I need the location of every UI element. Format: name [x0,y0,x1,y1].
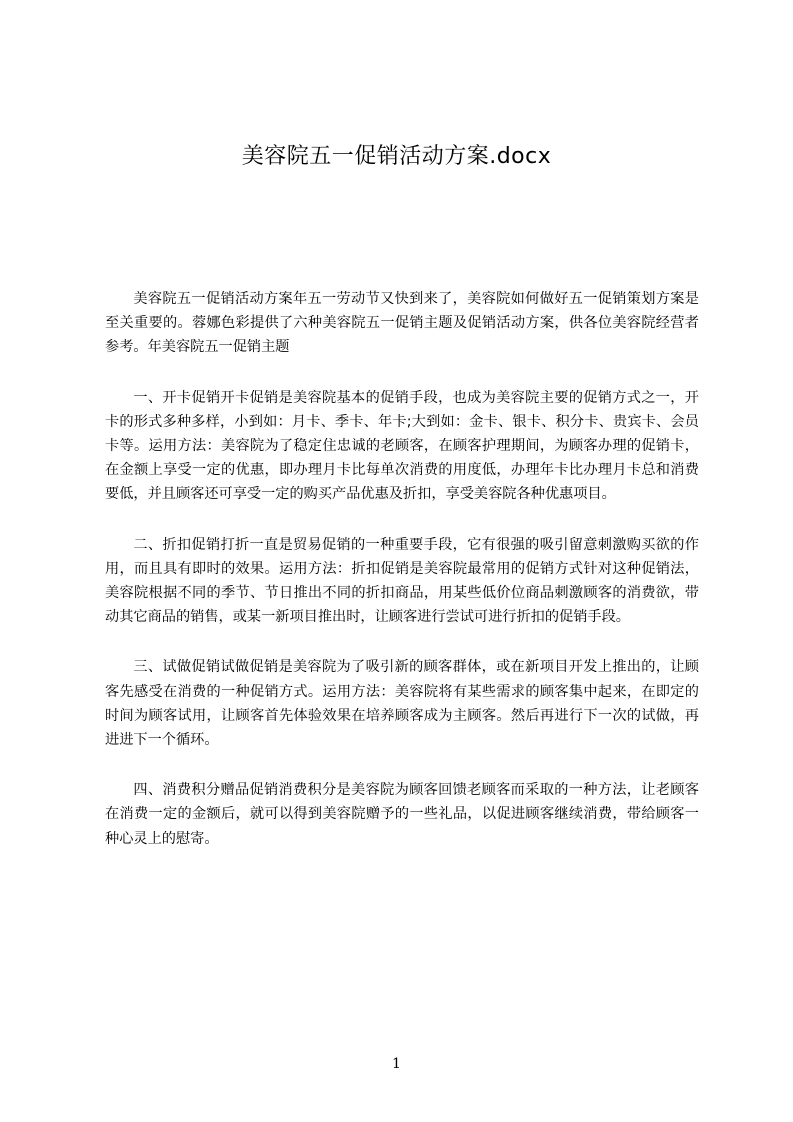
section-discount-promotion: 二、折扣促销打折一直是贸易促销的一种重要手段，它有很强的吸引留意刺激购买欲的作用，而且具有即时的效果。运用方法：折扣促销是美容院最常用的促销方式针对这种促销法，美容院根据不同的季节、节日推出不同的折扣商品，用某些低价位商品刺激顾客的消费欲，带动其它商品的销售，或某一新项目推出时，让顾客进行尝试可进行折扣的促销手段。 [105,536,699,626]
document-title: 美容院五一促销活动方案.docx [241,144,552,169]
section-card-promotion: 一、开卡促销开卡促销是美容院基本的促销手段，也成为美容院主要的促销方式之一，开卡的形式多种多样，小到如：月卡、季卡、年卡;大到如：金卡、银卡、积分卡、贵宾卡、会员卡等。运用方法：美容院为了稳定住忠诚的老顾客，在顾客护理期间，为顾客办理的促销卡，在金额上享受一定的优惠，即办理月卡比每单次消费的用度低，办理年卡比办理月卡总和消费要低，并且顾客还可享受一定的购买产品优惠及折扣，享受美容院各种优惠项目。 [105,389,699,503]
section-trial-promotion: 三、试做促销试做促销是美容院为了吸引新的顾客群体，或在新项目开发上推出的，让顾客先感受在消费的一种促销方式。运用方法：美容院将有某些需求的顾客集中起来，在即定的时间为顾客试用，让顾客首先体验效果在培养顾客成为主顾客。然后再进行下一次的试做，再进进下一个循环。 [105,659,699,749]
document-body [105,287,699,877]
intro-paragraph: 美容院五一促销活动方案年五一劳动节又快到来了，美容院如何做好五一促销策划方案是至关重要的。蓉娜色彩提供了六种美容院五一促销主题及促销活动方案，供各位美容院经营者参考。年美容院五一促销主题 [105,291,699,356]
section-points-gift-promotion: 四、消费积分赠品促销消费积分是美容院为顾客回馈老顾客而采取的一种方法，让老顾客在消费一定的金额后，就可以得到美容院赠予的一些礼品，以促进顾客继续消费，带给顾客一种心灵上的慰寄。 [105,782,699,847]
page-number: 1 [392,1056,401,1072]
